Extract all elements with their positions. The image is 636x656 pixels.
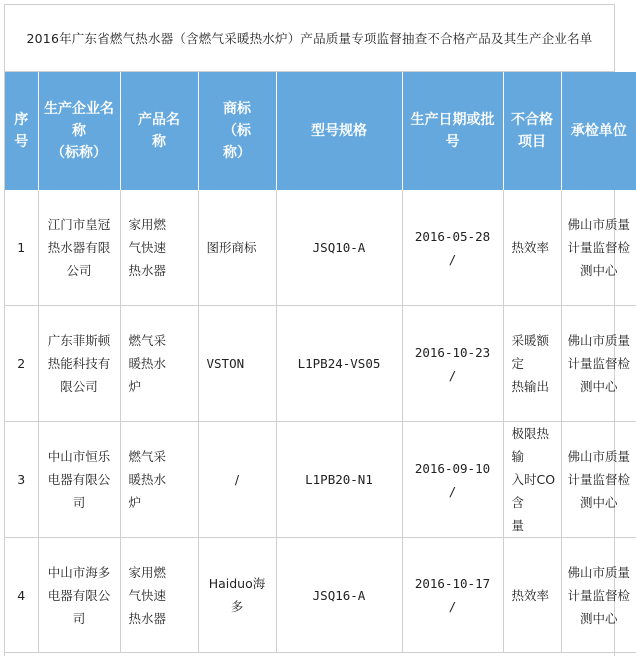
cell-model: JSQ16-A: [276, 538, 402, 653]
cell-index: 3: [5, 422, 38, 538]
table-title: 2016年广东省燃气热水器（含燃气采暖热水炉）产品质量专项监督抽查不合格产品及其生产企业名单: [5, 5, 614, 72]
cell-index: 1: [5, 190, 38, 306]
cell-maker: 中山市恒乐 电器有限公 司: [38, 422, 120, 538]
cell-fail-item: 热效率: [503, 538, 561, 653]
cell-date: 2016-09-10 /: [402, 422, 503, 538]
cell-maker: 江门市皇冠 热水器有限 公司: [38, 190, 120, 306]
cell-inspector: 佛山市质量 计量监督检 测中心: [561, 422, 636, 538]
header-brand: 商标 （标 称）: [198, 72, 276, 190]
failed-products-table: [5, 72, 636, 653]
cell-model: JSQ10-A: [276, 190, 402, 306]
cell-maker: 广东菲斯顿 热能科技有 限公司: [38, 306, 120, 422]
header-product: 产品名 称: [120, 72, 198, 190]
header-fail-item: 不合格 项目: [503, 72, 561, 190]
table-row: [5, 190, 636, 306]
cell-index: 4: [5, 538, 38, 653]
cell-brand: 图形商标: [198, 190, 276, 306]
cell-brand: VSTON: [198, 306, 276, 422]
cell-inspector: 佛山市质量 计量监督检 测中心: [561, 306, 636, 422]
cell-date: 2016-05-28 /: [402, 190, 503, 306]
cell-model: L1PB24-VS05: [276, 306, 402, 422]
cell-date: 2016-10-23 /: [402, 306, 503, 422]
header-index: 序 号: [5, 72, 38, 190]
cell-product: 燃气采 暖热水 炉: [120, 306, 198, 422]
cell-maker: 中山市海多 电器有限公 司: [38, 538, 120, 653]
cell-brand: Haiduo海 多: [198, 538, 276, 653]
header-row: [5, 72, 636, 190]
cell-index: 2: [5, 306, 38, 422]
cell-fail-item: 热效率: [503, 190, 561, 306]
cell-brand: /: [198, 422, 276, 538]
header-inspector: 承检单位: [561, 72, 636, 190]
cell-model: L1PB20-N1: [276, 422, 402, 538]
document-frame: [4, 4, 630, 656]
header-model: 型号规格: [276, 72, 402, 190]
cell-date: 2016-10-17 /: [402, 538, 503, 653]
cell-fail-item: 极限热输 入时CO含 量: [503, 422, 561, 538]
cell-product: 家用燃 气快速 热水器: [120, 190, 198, 306]
cell-inspector: 佛山市质量 计量监督检 测中心: [561, 538, 636, 653]
header-maker: 生产企业名 称 （标称）: [38, 72, 120, 190]
header-date: 生产日期或批 号: [402, 72, 503, 190]
cell-fail-item: 采暖额定 热输出: [503, 306, 561, 422]
table-row: [5, 422, 636, 538]
table-row: [5, 538, 636, 653]
cell-inspector: 佛山市质量 计量监督检 测中心: [561, 190, 636, 306]
cell-product: 家用燃 气快速 热水器: [120, 538, 198, 653]
cell-product: 燃气采 暖热水 炉: [120, 422, 198, 538]
table-row: [5, 306, 636, 422]
